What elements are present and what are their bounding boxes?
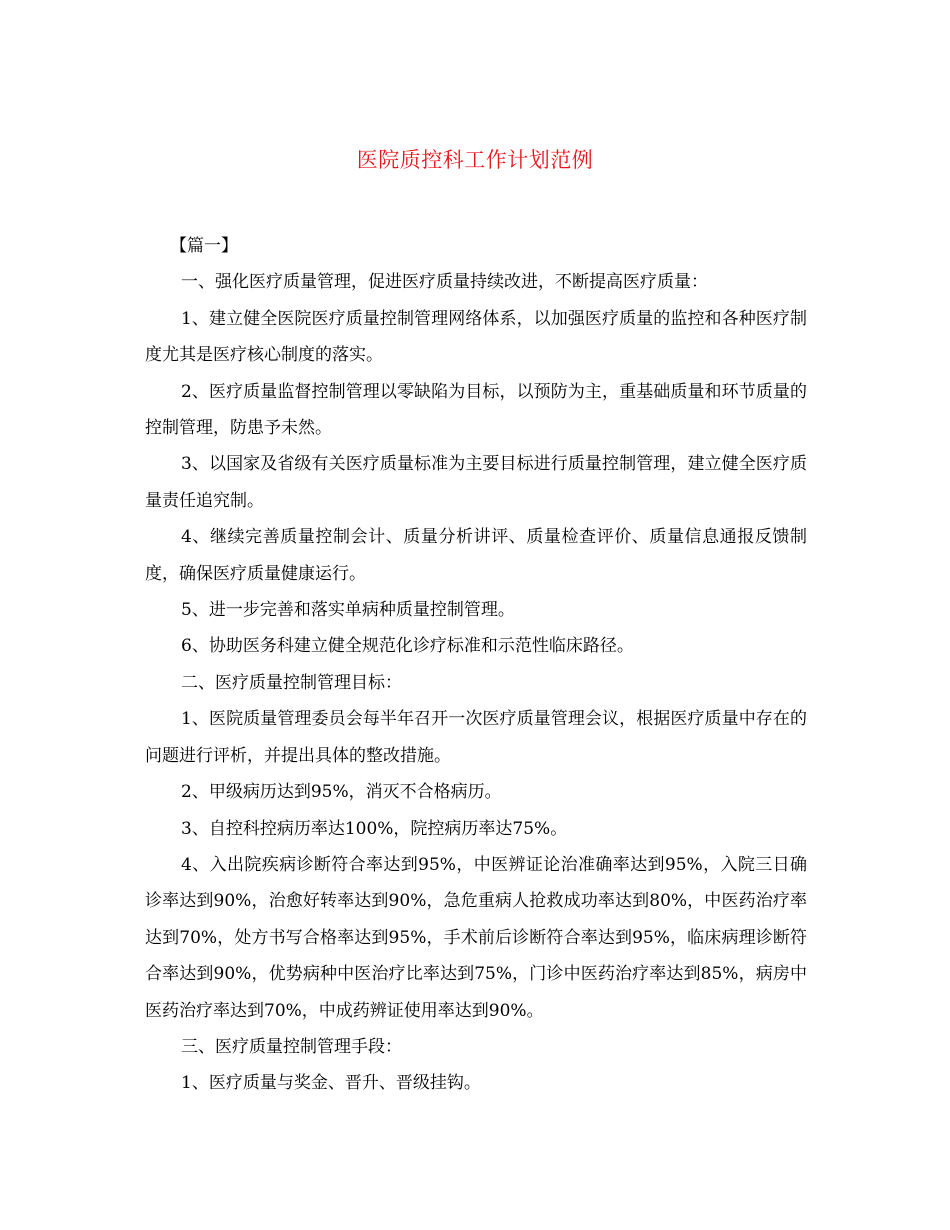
section-heading-3: 三、医疗质量控制管理手段： [181, 1036, 402, 1057]
paragraph: 1、建立健全医院医疗质量控制管理网络体系，以加强医疗质量的监控和各种医疗制度尤其是医疗核心制度的落实。 [145, 308, 807, 366]
paragraph: 2、医疗质量监督控制管理以零缺陷为目标，以预防为主，重基础质量和环节质量的控制管理，防患予未然。 [145, 381, 807, 439]
paragraph: 1、医院质量管理委员会每半年召开一次医疗质量管理会议，根据医疗质量中存在的问题进行评析，并提出具体的整改措施。 [145, 709, 807, 766]
paragraph: 4、入出院疾病诊断符合率达到95%，中医辨证论治准确率达到95%，入院三日确诊率达到90%，治愈好转率达到90%，急危重病人抢救成功率达到80%，中医药治疗率达到70%，处方书写合格率达到95%，手术前后诊断符合率达到95%，临床病理诊断符合率达到90%，优势病种中医治疗比率达到75%，门诊中医药治疗率达到85%，病房中医药治疗率达到70%，中成药辨证使用率达到90%。 [145, 854, 807, 1021]
paragraph: 4、继续完善质量控制会计、质量分析讲评、质量检查评价、质量信息通报反馈制度，确保医疗质量健康运行。 [145, 527, 807, 584]
paragraph: 5、进一步完善和落实单病种质量控制管理。 [181, 600, 515, 621]
paragraph: 6、协助医务科建立健全规范化诊疗标准和示范性临床路径。 [181, 636, 634, 657]
document-body [145, 228, 807, 1102]
section-heading-1: 一、强化医疗质量管理，促进医疗质量持续改进，不断提高医疗质量： [181, 272, 708, 293]
section-label: 【篇一】 [170, 236, 238, 256]
paragraph: 3、以国家及省级有关医疗质量标准为主要目标进行质量控制管理，建立健全医疗质量责任追究制。 [145, 454, 807, 511]
paragraph: 1、医疗质量与奖金、晋升、晋级挂钩。 [181, 1073, 481, 1094]
section-heading-2: 二、医疗质量控制管理目标： [181, 672, 402, 693]
paragraph: 2、甲级病历达到95%，消灭不合格病历。 [181, 782, 502, 803]
document-title: 医院质控科工作计划范例 [356, 148, 594, 172]
paragraph: 3、自控科控病历率达100%，院控病历率达75%。 [181, 818, 568, 839]
